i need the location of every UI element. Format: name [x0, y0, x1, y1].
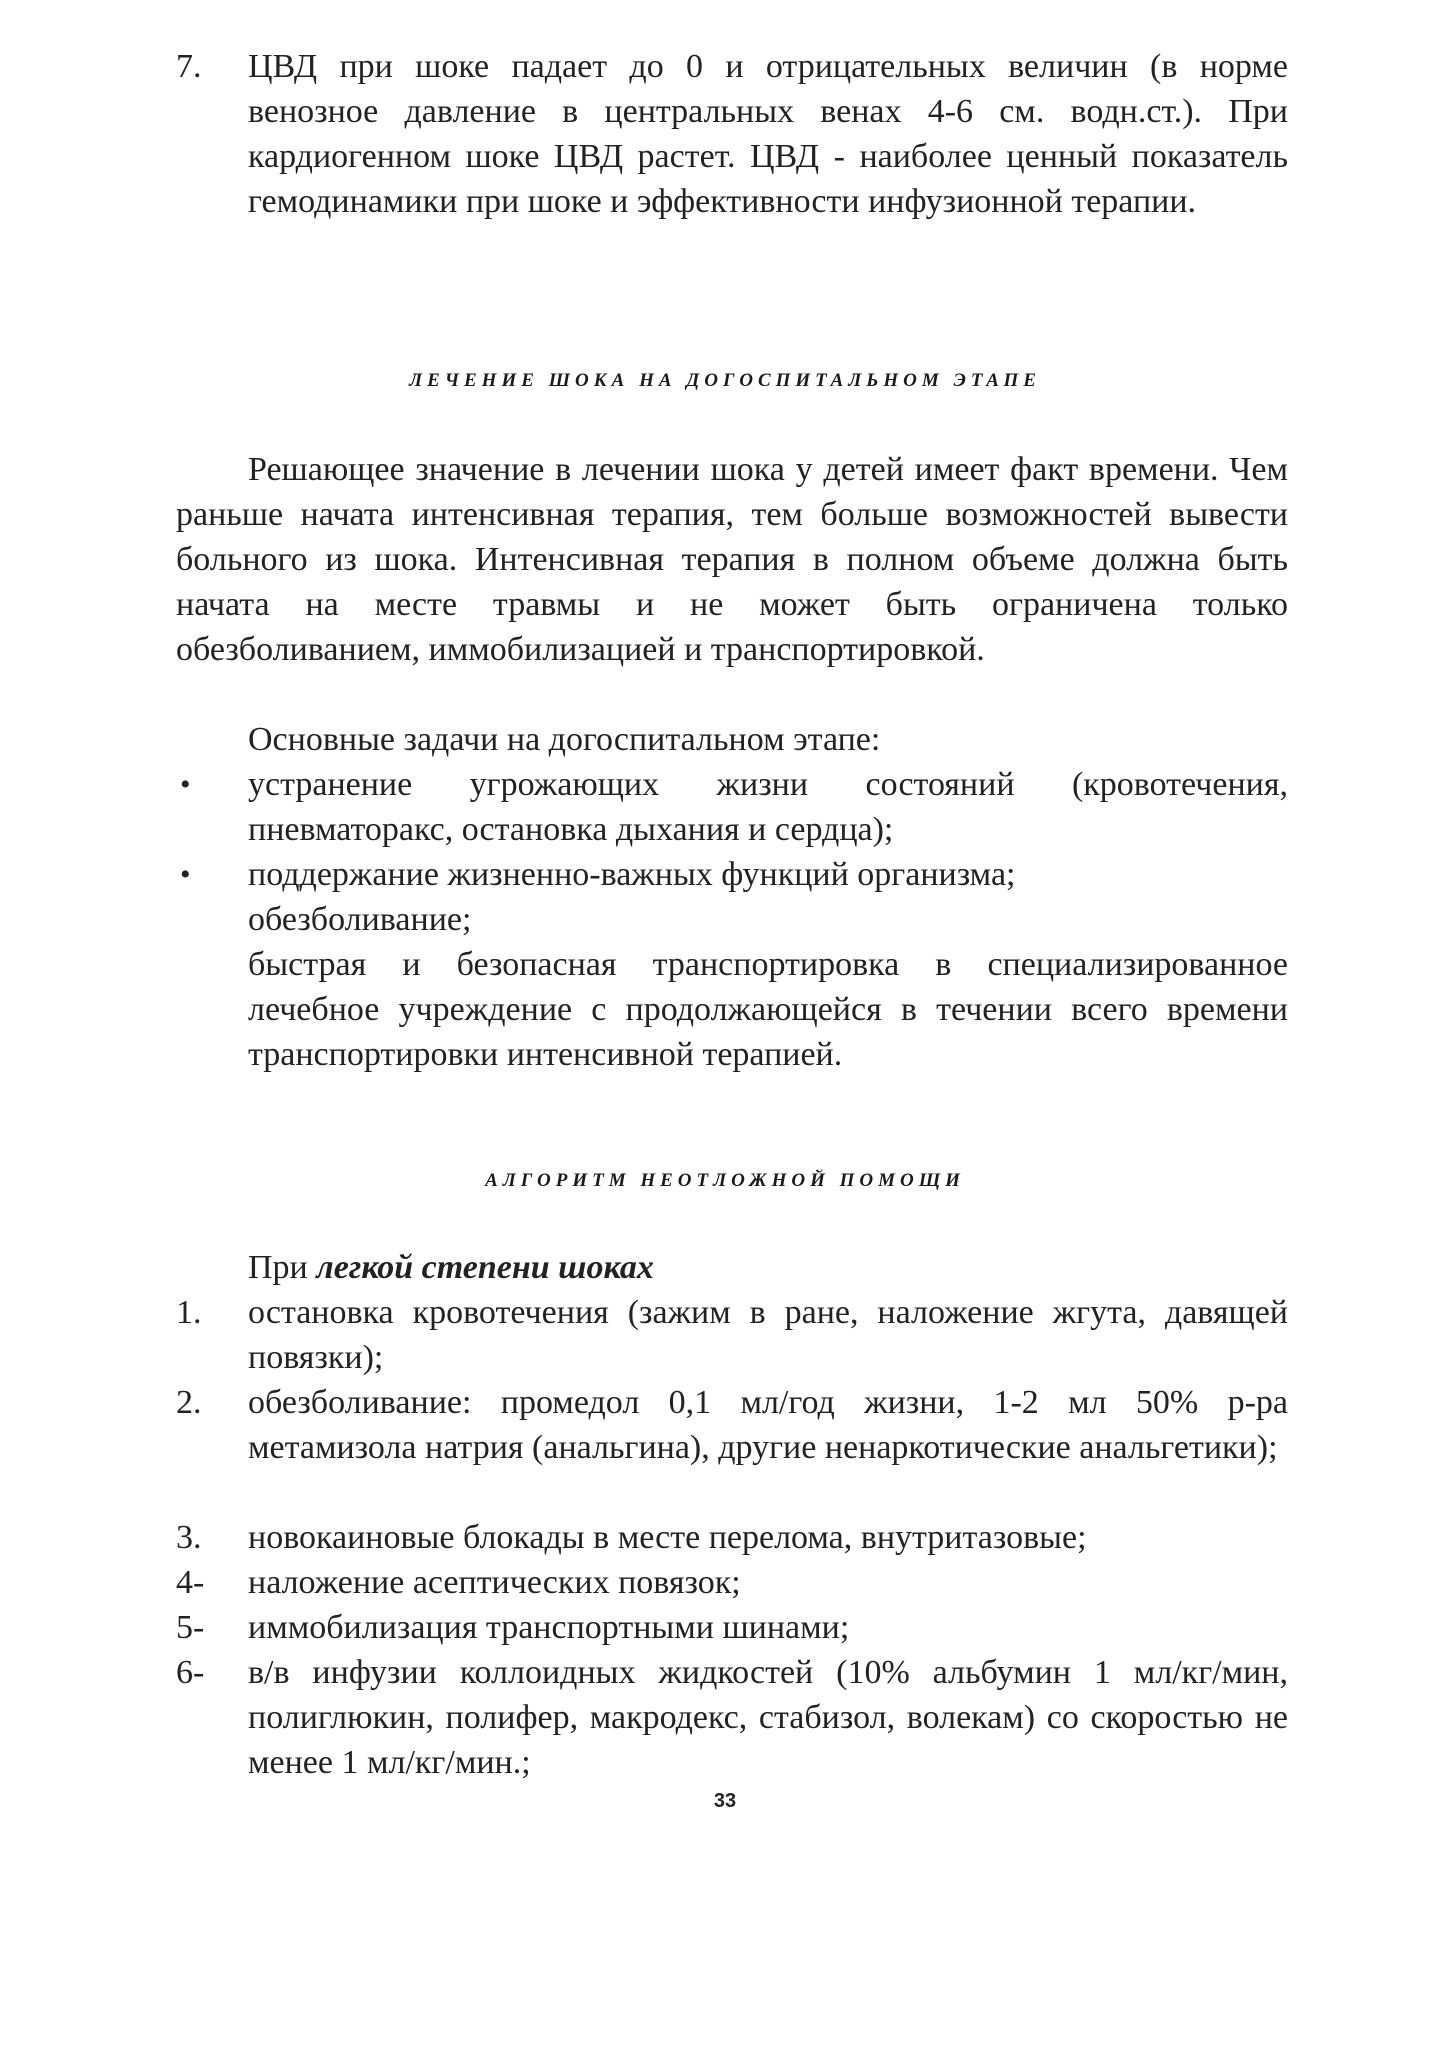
list-item-3: [176, 1515, 1288, 1560]
list-item-6: [176, 1650, 1288, 1785]
list-item-number: 2.: [176, 1384, 202, 1421]
list-item-1: [176, 1290, 1288, 1380]
task-anesthesia: обезболивание;: [248, 901, 472, 938]
section-heading-algorithm: АЛГОРИТМ НЕОТЛОЖНОЙ ПОМОЩИ: [485, 1170, 965, 1191]
list-item-text: наложение асептических повязок;: [248, 1564, 741, 1601]
bullet-text: устранение угрожающих жизни состояний (кровотечения, пневматоракс, остановка дыхания и сердца);: [248, 766, 1288, 848]
list-item-text: в/в инфузии коллоидных жидкостей (10% альбумин 1 мл/кг/мин, полиглюкин, полифер, макродекс, стабизол, волекам) со скоростью не менее 1 мл/кг/мин.;: [248, 1654, 1288, 1781]
list-item-number: 3.: [176, 1519, 202, 1556]
list-item-text: остановка кровотечения (зажим в ране, наложение жгута, давящей повязки);: [248, 1294, 1288, 1376]
bullet-text: поддержание жизненно-важных функций организма;: [248, 856, 1016, 893]
section-heading-prehospital: ЛЕЧЕНИЕ ШОКА НА ДОГОСПИТАЛЬНОМ ЭТАПЕ: [409, 370, 1041, 391]
list-item-text: ЦВД при шоке падает до 0 и отрицательных величин (в норме венозное давление в центральных венах 4-6 см. водн.ст.). При кардиогенном шоке ЦВД растет. ЦВД - наиболее ценный показатель гемодинамики при шоке и эффективности инфузионной терапии.: [248, 48, 1288, 220]
list-item-4: [176, 1560, 1288, 1605]
bullet-marker: •: [180, 768, 191, 801]
tasks-intro: Основные задачи на догоспитальном этапе:: [248, 721, 881, 758]
list-item-number: 5-: [176, 1609, 205, 1646]
task-transport: быстрая и безопасная транспортировка в специализированное лечебное учреждение с продолжающейся в течении всего времени транспортировки интенсивной терапией.: [248, 946, 1288, 1073]
page-number: 33: [713, 1790, 737, 1812]
algorithm-lead: [248, 1245, 1288, 1290]
list-item-text: иммобилизация транспортными шинами;: [248, 1609, 850, 1646]
list-item-text: новокаиновые блокады в месте перелома, внутритазовые;: [248, 1519, 1087, 1556]
list-item-number: 6-: [176, 1654, 205, 1691]
lead-emphasis: легкой степени шоках: [316, 1249, 654, 1286]
bullet-marker: •: [180, 858, 191, 891]
lead-prefix: При: [248, 1249, 317, 1286]
bullet-item: [176, 762, 1288, 852]
list-item-7: [176, 44, 1288, 224]
list-item-text: обезболивание: промедол 0,1 мл/год жизни, 1-2 мл 50% р-ра метамизола натрия (анальгина), другие ненаркотические анальгетики);: [248, 1384, 1288, 1466]
list-item-number: 4-: [176, 1564, 205, 1601]
bullet-item: [176, 852, 1288, 897]
paragraph-time-factor: Решающее значение в лечении шока у детей имеет факт времени. Чем раньше начата интенсивная терапия, тем больше возможностей вывести больного из шока. Интенсивная терапия в полном объеме должна быть начата на месте травмы и не может быть ограничена только обезболиванием, иммобилизацией и транспортировкой.: [176, 451, 1288, 668]
list-item-number: 7.: [176, 48, 202, 85]
list-item-number: 1.: [176, 1294, 202, 1331]
list-item-2: [176, 1380, 1288, 1470]
list-item-5: [176, 1605, 1288, 1650]
